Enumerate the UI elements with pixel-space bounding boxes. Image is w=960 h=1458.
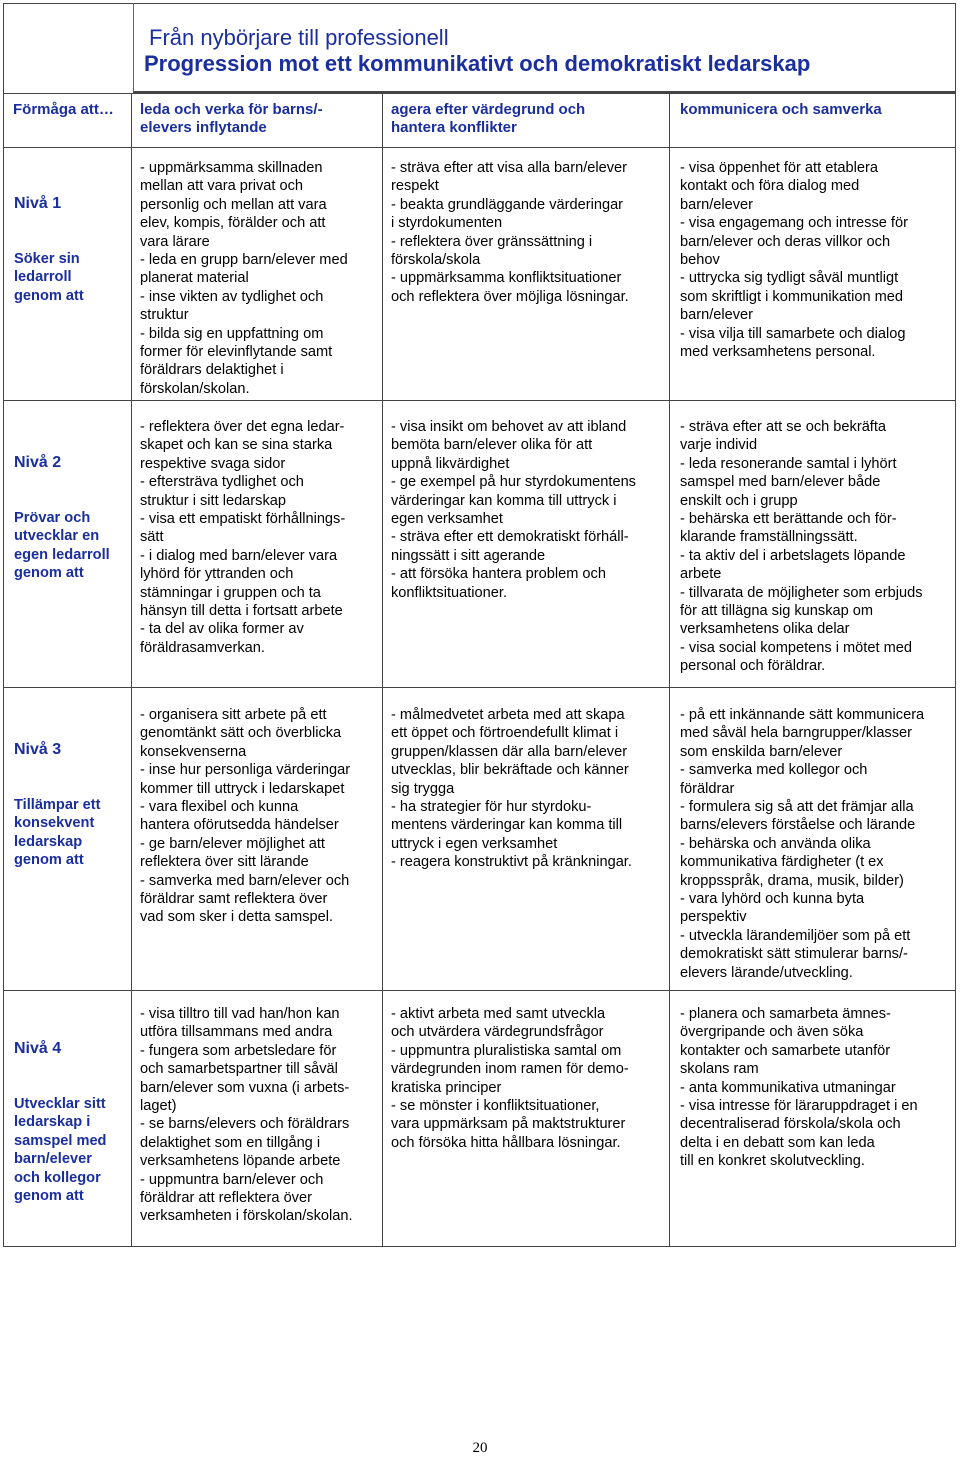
page-title: Från nybörjare till professionell (149, 25, 449, 50)
header-col2: agera efter värdegrund och hantera konflikter (391, 101, 586, 137)
level-description: Prövar och utvecklar en egen ledarroll genom att (14, 510, 110, 582)
divider-row2-bottom (3, 687, 956, 688)
divider-col1 (131, 93, 132, 1247)
level-description: Tillämpar ett konsekvent ledarskap genom att (14, 797, 101, 869)
divider-col3 (669, 93, 670, 1247)
level-cell (14, 417, 110, 601)
page-subtitle: Progression mot ett kommunikativt och demokratiskt ledarskap (144, 51, 811, 76)
cell-inflytande: - uppmärksamma skillnaden mellan att vara privat och personlig och mellan att vara elev, kompis, förälder och att vara lärare - leda en grupp barn/elever med planerat material - inse vikten av tydlighet och struktur - bilda sig en uppfattning om former för elevinflytande samt föräldrars delaktighet i förskolan/skolan. (140, 160, 348, 397)
cell-kommunicera: - sträva efter att se och bekräfta varje individ - leda resonerande samtal i lyhört samspel med barn/elever både enskilt och i grupp - behärska ett berättande och för- klarande framställningssätt. - ta aktiv del i arbetslagets löpande arbete - tillvarata de möjligheter som erbjuds för att tillägna sig kunskap om verksamhetens olika delar - visa social kompetens i mötet med personal och föräldrar. (680, 419, 923, 675)
cell-vardegrund: - visa insikt om behovet av att ibland bemöta barn/elever olika för att uppnå likvärdighet - ge exempel på hur styrdokumentens värderingar kan komma till uttryck i egen verksamhet - sträva efter ett demokratiskt förháll- ningssätt i sitt agerande - att försöka hantera problem och konfliktsituationer. (391, 419, 636, 601)
cell-kommunicera: - på ett inkännande sätt kommunicera med såväl hela barngrupper/klasser som enskilda barn/elever - samverka med kollegor och föräldrar - formulera sig så att det främjar alla barns/elevers förståelse och lärande - behärska och använda olika kommunikativa färdigheter (t ex kroppsspråk, drama, musik, bilder) - vara lyhörd och kunna byta perspektiv - utveckla lärandemiljöer som på ett demokratiskt sätt stimulerar barns/- elevers lärande/utveckling. (680, 707, 925, 981)
cell-vardegrund: - aktivt arbeta med samt utveckla och utvärdera värdegrundsfrågor - uppmuntra pluralistiska samtal om värdegrunden inom ramen för demo- kratiska principer - se mönster i konfliktsituationer, vara uppmärksam på maktstrukturer och försöka hitta hållbara lösningar. (391, 1006, 629, 1151)
header-col1: leda och verka för barns/- elevers inflytande (140, 101, 323, 137)
header-col3: kommunicera och samverka (680, 101, 882, 118)
divider-row3-bottom (3, 990, 956, 991)
divider-header-bottom (3, 147, 956, 148)
level-description: Utvecklar sitt ledarskap i samspel med barn/elever och kollegor genom att (14, 1096, 107, 1205)
cell-vardegrund: - sträva efter att visa alla barn/elever respekt - beakta grundläggande värderingar i styrdokumenten - reflektera över gränssättning i förskola/skola - uppmärksamma konfliktsituationer och reflektera över möjliga lösningar. (391, 160, 629, 305)
level-cell (14, 1003, 106, 1224)
cell-vardegrund: - målmedvetet arbeta med att skapa ett öppet och förtroendefullt klimat i gruppen/klassen där alla barn/elever utvecklas, blir bekräftade och känner sig trygga - ha strategier för hur styrdoku- mentens värderingar kan komma till uttryck i egen verksamhet - reagera konstruktivt på kränkningar. (391, 707, 632, 871)
level-title: Nivå 1 (14, 194, 62, 212)
level-cell (14, 704, 101, 888)
cell-inflytande: - reflektera över det egna ledar- skapet och kan se sina starka respektive svaga sidor - eftersträva tydlighet och struktur i sitt ledarskap - visa ett empatiskt förhållnings- sätt - i dialog med barn/elever vara lyhörd för yttranden och stämningar i gruppen och ta hänsyn till detta i fortsatt arbete - ta del av olika former av föräldrasamverkan. (140, 419, 346, 656)
cell-inflytande: - organisera sitt arbete på ett genomtänkt sätt och överblicka konsekvenserna - inse hur personliga värderingar kommer till uttryck i ledarskapet - vara flexibel och kunna hantera oförutsedda händelser - ge barn/elever möjlighet att reflektera över sitt lärande - samverka med barn/elever och föräldrar samt reflektera över vad som sker i detta samspel. (140, 707, 351, 926)
level-title: Nivå 4 (14, 1039, 62, 1057)
level-description: Söker sin ledarroll genom att (14, 251, 84, 304)
cell-inflytande: - visa tilltro till vad han/hon kan utföra tillsammans med andra - fungera som arbetsledare för och samarbetspartner till såväl barn/elever som vuxna (i arbets- laget) - se barns/elevers och föräldrars delaktighet som en tillgång i verksamhetens löpande arbete - uppmuntra barn/elever och föräldrar att reflektera över verksamheten i förskolan/skolan. (140, 1006, 353, 1225)
cell-kommunicera: - planera och samarbeta ämnes- övergripande och även söka kontakter och samarbete utanför skolans ram - anta kommunikativa utmaningar - visa intresse för läraruppdraget i en decentraliserad förskola/skola och delta i en debatt som kan leda till en konkret skolutveckling. (680, 1006, 918, 1170)
page-number: 20 (472, 1440, 488, 1456)
cell-kommunicera: - visa öppenhet för att etablera kontakt och föra dialog med barn/elever - visa engagemang och intresse för barn/elever och deras villkor och behov - uttrycka sig tydligt såväl muntligt som skriftligt i kommunikation med barn/elever - visa vilja till samarbete och dialog med verksamhetens personal. (680, 160, 908, 361)
divider-row1-bottom (3, 400, 956, 401)
header-col0: Förmåga att… (13, 101, 114, 118)
title-box (133, 3, 956, 93)
divider-col2 (382, 93, 383, 1247)
level-title: Nivå 3 (14, 740, 62, 758)
level-title: Nivå 2 (14, 453, 62, 471)
divider-header-top (3, 93, 956, 94)
level-cell (14, 158, 84, 324)
